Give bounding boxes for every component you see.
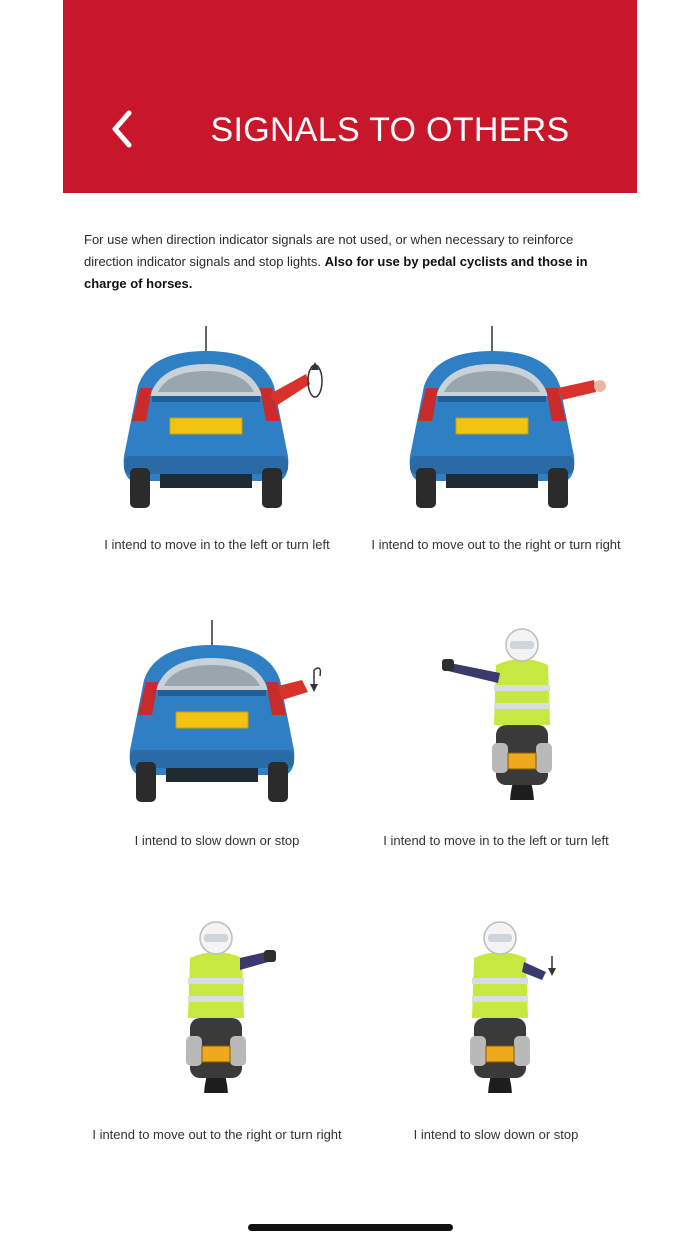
car-slow-down-signal-image <box>116 620 336 802</box>
back-button[interactable] <box>100 104 144 154</box>
app-header <box>63 0 637 193</box>
signal-caption: I intend to move out to the right or turn right <box>92 1127 342 1142</box>
car-right-turn-signal-image <box>396 326 616 508</box>
car-left-turn-signal-image <box>110 326 330 508</box>
signal-caption: I intend to move in to the left or turn left <box>383 833 609 848</box>
signal-caption: I intend to move out to the right or turn right <box>371 537 621 552</box>
intro-normal-text: For use when direction indicator signals are not used, or when necessary to reinforce direction indicator signals and stop lights. <box>84 232 574 269</box>
signal-caption: I intend to move in to the left or turn left <box>104 537 330 552</box>
home-indicator[interactable] <box>248 1224 453 1231</box>
chevron-left-icon <box>109 109 135 149</box>
signal-caption: I intend to slow down or stop <box>134 833 300 848</box>
signal-caption: I intend to slow down or stop <box>413 1127 579 1142</box>
intro-bold-text: Also for use by pedal cyclists and those in charge of horses. <box>84 254 588 291</box>
motorcycle-right-turn-signal-image <box>136 918 296 1093</box>
motorcycle-left-turn-signal-image <box>440 625 600 800</box>
page-title: SIGNALS TO OTHERS <box>210 111 570 149</box>
intro-text <box>84 229 619 295</box>
motorcycle-slow-down-signal-image <box>420 918 580 1093</box>
